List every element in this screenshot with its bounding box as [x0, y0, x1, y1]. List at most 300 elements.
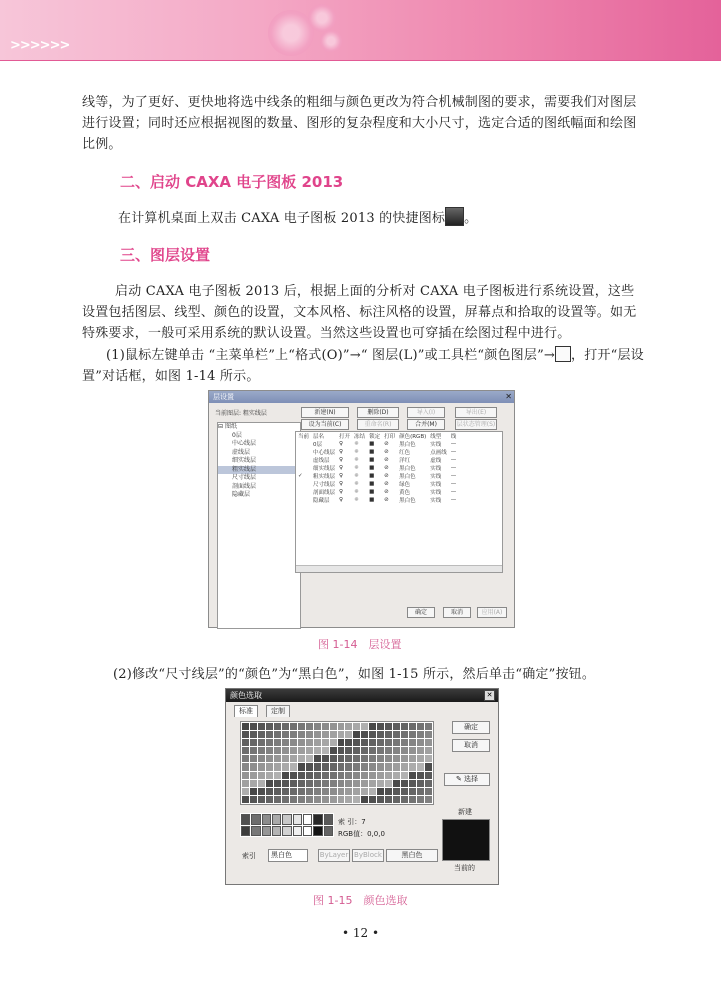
palette-swatch[interactable] — [290, 788, 297, 795]
sun-icon[interactable]: ☼ — [354, 481, 359, 487]
palette-swatch[interactable] — [250, 755, 257, 762]
palette-swatch[interactable] — [409, 788, 416, 795]
palette-swatch[interactable] — [274, 723, 281, 730]
table-row[interactable] — [296, 488, 458, 496]
linetype-cell[interactable]: 实线 — [430, 442, 442, 448]
palette-swatch[interactable] — [385, 723, 392, 730]
tree-item[interactable]: 隐藏层 — [232, 491, 251, 498]
palette-swatch[interactable] — [298, 739, 305, 746]
palette-swatch[interactable] — [314, 723, 321, 730]
palette-swatch[interactable] — [258, 772, 265, 779]
col-header[interactable]: 打印 — [384, 434, 396, 440]
palette-swatch[interactable] — [242, 796, 249, 803]
palette-swatch[interactable] — [242, 723, 249, 730]
palette-swatch[interactable] — [377, 739, 384, 746]
basic-swatch[interactable] — [272, 814, 281, 825]
palette-swatch[interactable] — [322, 780, 329, 787]
palette-swatch[interactable] — [369, 796, 376, 803]
basic-swatch[interactable] — [272, 826, 281, 837]
palette-swatch[interactable] — [250, 747, 257, 754]
palette-swatch[interactable] — [409, 755, 416, 762]
palette-swatch[interactable] — [353, 723, 360, 730]
lock-icon[interactable]: ■ — [369, 497, 375, 503]
table-row[interactable] — [296, 440, 458, 448]
palette-swatch[interactable] — [290, 763, 297, 770]
col-header[interactable]: 打开 — [339, 434, 351, 440]
palette-swatch[interactable] — [361, 755, 368, 762]
palette-swatch[interactable] — [274, 763, 281, 770]
palette-swatch[interactable] — [393, 747, 400, 754]
palette-swatch[interactable] — [353, 747, 360, 754]
palette-swatch[interactable] — [338, 755, 345, 762]
table-row[interactable] — [296, 456, 458, 464]
palette-swatch[interactable] — [393, 796, 400, 803]
tree-item[interactable]: 0层 — [232, 431, 242, 439]
palette-swatch[interactable] — [314, 747, 321, 754]
palette-swatch[interactable] — [345, 731, 352, 738]
palette-swatch[interactable] — [314, 796, 321, 803]
palette-swatch[interactable] — [361, 723, 368, 730]
palette-swatch[interactable] — [425, 780, 432, 787]
palette-swatch[interactable] — [353, 739, 360, 746]
palette-swatch[interactable] — [266, 739, 273, 746]
palette-swatch[interactable] — [250, 780, 257, 787]
palette-swatch[interactable] — [250, 796, 257, 803]
sun-icon[interactable]: ☼ — [354, 457, 359, 463]
palette-swatch[interactable] — [266, 731, 273, 738]
palette-swatch[interactable] — [345, 772, 352, 779]
palette-swatch[interactable] — [353, 788, 360, 795]
sun-icon[interactable]: ☼ — [354, 489, 359, 495]
palette-swatch[interactable] — [409, 796, 416, 803]
palette-swatch[interactable] — [330, 772, 337, 779]
lock-icon[interactable]: ■ — [369, 449, 375, 455]
palette-swatch[interactable] — [338, 772, 345, 779]
printer-icon[interactable]: ⊘ — [384, 489, 389, 495]
col-header[interactable]: 冻结 — [354, 434, 366, 440]
horizontal-scrollbar[interactable] — [296, 565, 502, 572]
palette-swatch[interactable] — [242, 788, 249, 795]
palette-swatch[interactable] — [330, 796, 337, 803]
palette-swatch[interactable] — [338, 731, 345, 738]
linetype-cell[interactable]: 实线 — [430, 482, 442, 488]
cancel-button[interactable]: 取消 — [452, 739, 490, 752]
palette-swatch[interactable] — [377, 755, 384, 762]
palette-swatch[interactable] — [258, 747, 265, 754]
lock-icon[interactable]: ■ — [369, 457, 375, 463]
col-header[interactable]: 线 — [450, 434, 457, 440]
ok-button[interactable]: 确定 — [452, 721, 490, 734]
palette-swatch[interactable] — [314, 780, 321, 787]
palette-swatch[interactable] — [345, 796, 352, 803]
palette-swatch[interactable] — [345, 788, 352, 795]
palette-swatch[interactable] — [377, 723, 384, 730]
palette-swatch[interactable] — [274, 780, 281, 787]
palette-swatch[interactable] — [417, 723, 424, 730]
rename-button[interactable]: 重命名(R) — [357, 419, 399, 430]
palette-swatch[interactable] — [290, 747, 297, 754]
palette-swatch[interactable] — [409, 739, 416, 746]
layer-state-button[interactable]: 层状态管理(S) — [456, 421, 496, 428]
bulb-icon[interactable]: ♀ — [339, 457, 344, 463]
palette-swatch[interactable] — [361, 788, 368, 795]
palette-swatch[interactable] — [401, 755, 408, 762]
palette-swatch[interactable] — [242, 739, 249, 746]
palette-swatch[interactable] — [298, 723, 305, 730]
palette-swatch[interactable] — [242, 755, 249, 762]
palette-swatch[interactable] — [353, 755, 360, 762]
col-header[interactable]: 颜色(RGB) — [399, 434, 427, 440]
palette-swatch[interactable] — [306, 788, 313, 795]
basic-swatch[interactable] — [251, 826, 260, 837]
palette-swatch[interactable] — [266, 780, 273, 787]
palette-swatch[interactable] — [242, 731, 249, 738]
palette-swatch[interactable] — [361, 731, 368, 738]
palette-swatch[interactable] — [409, 747, 416, 754]
palette-swatch[interactable] — [369, 788, 376, 795]
palette-swatch[interactable] — [417, 788, 424, 795]
col-header[interactable]: 当前 — [298, 434, 310, 440]
palette-swatch[interactable] — [425, 731, 432, 738]
lineweight-cell[interactable]: — — [450, 441, 457, 447]
set-current-button[interactable]: 设为当前(C) — [301, 419, 349, 430]
lineweight-cell[interactable]: — — [450, 489, 457, 495]
lineweight-cell[interactable]: — — [450, 473, 457, 479]
basic-swatch[interactable] — [324, 826, 333, 837]
basic-swatch[interactable] — [262, 826, 271, 837]
palette-swatch[interactable] — [314, 755, 321, 762]
palette-swatch[interactable] — [417, 755, 424, 762]
lineweight-cell[interactable]: — — [450, 465, 457, 471]
palette-swatch[interactable] — [282, 788, 289, 795]
basic-swatch[interactable] — [241, 826, 250, 837]
palette-swatch[interactable] — [361, 747, 368, 754]
linetype-cell[interactable]: 点画线 — [430, 450, 447, 456]
palette-swatch[interactable] — [338, 723, 345, 730]
bulb-icon[interactable]: ♀ — [339, 441, 344, 447]
palette-swatch[interactable] — [338, 788, 345, 795]
palette-swatch[interactable] — [258, 755, 265, 762]
palette-swatch[interactable] — [401, 763, 408, 770]
bulb-icon[interactable]: ♀ — [339, 497, 344, 503]
tree-item[interactable]: 虚线层 — [232, 448, 251, 456]
palette-swatch[interactable] — [401, 747, 408, 754]
palette-swatch[interactable] — [298, 747, 305, 754]
sun-icon[interactable]: ☼ — [354, 497, 359, 503]
palette-swatch[interactable] — [345, 755, 352, 762]
palette-swatch[interactable] — [242, 780, 249, 787]
palette-swatch[interactable] — [258, 796, 265, 803]
bulb-icon[interactable]: ♀ — [339, 465, 344, 471]
palette-swatch[interactable] — [258, 723, 265, 730]
palette-swatch[interactable] — [385, 788, 392, 795]
palette-swatch[interactable] — [250, 763, 257, 770]
palette-swatch[interactable] — [330, 723, 337, 730]
palette-swatch[interactable] — [242, 772, 249, 779]
palette-swatch[interactable] — [401, 739, 408, 746]
palette-swatch[interactable] — [322, 796, 329, 803]
palette-swatch[interactable] — [306, 739, 313, 746]
palette-swatch[interactable] — [385, 796, 392, 803]
palette-swatch[interactable] — [353, 772, 360, 779]
palette-swatch[interactable] — [322, 763, 329, 770]
palette-swatch[interactable] — [298, 796, 305, 803]
basic-swatch[interactable] — [282, 826, 291, 837]
lineweight-cell[interactable]: — — [450, 449, 457, 455]
palette-swatch[interactable] — [345, 739, 352, 746]
palette-swatch[interactable] — [266, 772, 273, 779]
palette-swatch[interactable] — [242, 747, 249, 754]
palette-swatch[interactable] — [385, 763, 392, 770]
palette-swatch[interactable] — [409, 780, 416, 787]
palette-swatch[interactable] — [385, 731, 392, 738]
palette-swatch[interactable] — [282, 747, 289, 754]
palette-swatch[interactable] — [282, 772, 289, 779]
palette-swatch[interactable] — [306, 772, 313, 779]
palette-swatch[interactable] — [409, 772, 416, 779]
tree-root[interactable]: ⊟ 图纸 — [218, 423, 237, 430]
palette-swatch[interactable] — [298, 780, 305, 787]
palette-swatch[interactable] — [369, 763, 376, 770]
palette-swatch[interactable] — [401, 796, 408, 803]
palette-swatch[interactable] — [322, 747, 329, 754]
palette-swatch[interactable] — [425, 796, 432, 803]
palette-swatch[interactable] — [425, 723, 432, 730]
linetype-cell[interactable]: 实线 — [430, 474, 442, 480]
palette-swatch[interactable] — [345, 723, 352, 730]
palette-swatch[interactable] — [361, 796, 368, 803]
palette-swatch[interactable] — [290, 739, 297, 746]
palette-swatch[interactable] — [425, 739, 432, 746]
palette-swatch[interactable] — [417, 796, 424, 803]
printer-icon[interactable]: ⊘ — [384, 465, 389, 471]
palette-swatch[interactable] — [417, 772, 424, 779]
palette-swatch[interactable] — [274, 731, 281, 738]
palette-swatch[interactable] — [330, 731, 337, 738]
palette-swatch[interactable] — [417, 731, 424, 738]
tab-standard[interactable]: 标准 — [234, 705, 258, 717]
palette-swatch[interactable] — [425, 763, 432, 770]
palette-swatch[interactable] — [274, 747, 281, 754]
palette-swatch[interactable] — [417, 780, 424, 787]
printer-icon[interactable]: ⊘ — [384, 441, 389, 447]
palette-swatch[interactable] — [369, 772, 376, 779]
palette-swatch[interactable] — [250, 739, 257, 746]
cancel-button[interactable]: 取消 — [443, 607, 471, 618]
palette-swatch[interactable] — [330, 739, 337, 746]
palette-swatch[interactable] — [250, 723, 257, 730]
palette-swatch[interactable] — [266, 788, 273, 795]
palette-swatch[interactable] — [377, 780, 384, 787]
printer-icon[interactable]: ⊘ — [384, 449, 389, 455]
basic-swatch[interactable] — [303, 826, 312, 837]
palette-swatch[interactable] — [258, 788, 265, 795]
palette-swatch[interactable] — [369, 755, 376, 762]
basic-swatch[interactable] — [324, 814, 333, 825]
palette-swatch[interactable] — [401, 780, 408, 787]
palette-swatch[interactable] — [361, 772, 368, 779]
lock-icon[interactable]: ■ — [369, 465, 375, 471]
palette-swatch[interactable] — [250, 788, 257, 795]
basic-swatch[interactable] — [293, 826, 302, 837]
palette-swatch[interactable] — [282, 739, 289, 746]
lock-icon[interactable]: ■ — [369, 481, 375, 487]
color-cell[interactable]: 红色 — [399, 450, 411, 456]
palette-swatch[interactable] — [274, 796, 281, 803]
basic-swatch[interactable] — [313, 826, 322, 837]
palette-swatch[interactable] — [353, 780, 360, 787]
palette-swatch[interactable] — [393, 788, 400, 795]
palette-swatch[interactable] — [274, 788, 281, 795]
color-palette[interactable] — [240, 721, 434, 805]
palette-swatch[interactable] — [306, 763, 313, 770]
palette-swatch[interactable] — [266, 763, 273, 770]
palette-swatch[interactable] — [306, 780, 313, 787]
palette-swatch[interactable] — [377, 731, 384, 738]
palette-swatch[interactable] — [401, 731, 408, 738]
palette-swatch[interactable] — [385, 772, 392, 779]
palette-swatch[interactable] — [425, 755, 432, 762]
palette-swatch[interactable] — [282, 731, 289, 738]
palette-swatch[interactable] — [314, 772, 321, 779]
lock-icon[interactable]: ■ — [369, 441, 375, 447]
palette-swatch[interactable] — [274, 739, 281, 746]
palette-swatch[interactable] — [290, 731, 297, 738]
printer-icon[interactable]: ⊘ — [384, 481, 389, 487]
tree-item[interactable]: 中心线层 — [232, 440, 257, 447]
tree-item-selected[interactable]: 粗实线层 — [218, 466, 300, 475]
palette-swatch[interactable] — [345, 747, 352, 754]
basic-color-swatches[interactable] — [240, 813, 334, 837]
blackwhite-button[interactable]: 黑白色 — [386, 849, 438, 862]
table-row[interactable] — [296, 480, 458, 488]
sun-icon[interactable]: ☼ — [354, 473, 359, 479]
palette-swatch[interactable] — [282, 763, 289, 770]
palette-swatch[interactable] — [393, 723, 400, 730]
export-button[interactable]: 导出(E) — [455, 407, 497, 418]
palette-swatch[interactable] — [298, 788, 305, 795]
palette-swatch[interactable] — [330, 763, 337, 770]
palette-swatch[interactable] — [322, 723, 329, 730]
bulb-icon[interactable]: ♀ — [339, 489, 344, 495]
table-row[interactable] — [296, 472, 458, 480]
linetype-cell[interactable]: 实线 — [430, 498, 442, 504]
palette-swatch[interactable] — [425, 747, 432, 754]
palette-swatch[interactable] — [353, 731, 360, 738]
palette-swatch[interactable] — [330, 788, 337, 795]
palette-swatch[interactable] — [290, 796, 297, 803]
sun-icon[interactable]: ☼ — [354, 449, 359, 455]
palette-swatch[interactable] — [306, 723, 313, 730]
pick-color-button[interactable] — [444, 773, 490, 786]
palette-swatch[interactable] — [242, 763, 249, 770]
color-cell[interactable]: 洋红 — [399, 458, 411, 464]
palette-swatch[interactable] — [290, 772, 297, 779]
table-row[interactable] — [296, 496, 458, 504]
table-row[interactable] — [296, 464, 458, 472]
palette-swatch[interactable] — [385, 747, 392, 754]
tree-item[interactable]: 尺寸线层 — [232, 474, 257, 481]
palette-swatch[interactable] — [393, 772, 400, 779]
printer-icon[interactable]: ⊘ — [384, 457, 389, 463]
palette-swatch[interactable] — [409, 763, 416, 770]
palette-swatch[interactable] — [306, 755, 313, 762]
close-icon[interactable]: ✕ — [484, 690, 495, 701]
ok-button[interactable]: 确定 — [407, 607, 435, 618]
palette-swatch[interactable] — [322, 755, 329, 762]
palette-swatch[interactable] — [266, 747, 273, 754]
palette-swatch[interactable] — [385, 780, 392, 787]
palette-swatch[interactable] — [338, 763, 345, 770]
palette-swatch[interactable] — [338, 780, 345, 787]
palette-swatch[interactable] — [322, 739, 329, 746]
lineweight-cell[interactable]: — — [450, 481, 457, 487]
linetype-cell[interactable]: 虚线 — [430, 458, 442, 464]
palette-swatch[interactable] — [258, 763, 265, 770]
palette-swatch[interactable] — [338, 796, 345, 803]
palette-swatch[interactable] — [338, 739, 345, 746]
palette-swatch[interactable] — [298, 731, 305, 738]
basic-swatch[interactable] — [282, 814, 291, 825]
printer-icon[interactable]: ⊘ — [384, 473, 389, 479]
palette-swatch[interactable] — [393, 780, 400, 787]
palette-swatch[interactable] — [282, 723, 289, 730]
palette-swatch[interactable] — [306, 796, 313, 803]
basic-swatch[interactable] — [251, 814, 260, 825]
palette-swatch[interactable] — [306, 747, 313, 754]
palette-swatch[interactable] — [353, 763, 360, 770]
sun-icon[interactable]: ☼ — [354, 465, 359, 471]
palette-swatch[interactable] — [417, 739, 424, 746]
import-button[interactable]: 导入(I) — [407, 407, 445, 418]
palette-swatch[interactable] — [377, 747, 384, 754]
palette-swatch[interactable] — [322, 731, 329, 738]
palette-swatch[interactable] — [385, 755, 392, 762]
palette-swatch[interactable] — [314, 763, 321, 770]
palette-swatch[interactable] — [258, 731, 265, 738]
linetype-cell[interactable]: 实线 — [430, 466, 442, 472]
palette-swatch[interactable] — [377, 763, 384, 770]
palette-swatch[interactable] — [425, 788, 432, 795]
palette-swatch[interactable] — [409, 723, 416, 730]
palette-swatch[interactable] — [361, 739, 368, 746]
layer-tree[interactable] — [217, 422, 301, 629]
palette-swatch[interactable] — [330, 755, 337, 762]
palette-swatch[interactable] — [330, 780, 337, 787]
merge-button[interactable]: 合并(M) — [407, 419, 445, 430]
palette-swatch[interactable] — [282, 780, 289, 787]
bulb-icon[interactable]: ♀ — [339, 449, 344, 455]
palette-swatch[interactable] — [266, 755, 273, 762]
palette-swatch[interactable] — [274, 772, 281, 779]
palette-swatch[interactable] — [377, 788, 384, 795]
palette-swatch[interactable] — [409, 731, 416, 738]
col-header[interactable]: 锁定 — [369, 434, 381, 440]
color-cell[interactable]: 黑白色 — [399, 442, 416, 448]
palette-swatch[interactable] — [345, 763, 352, 770]
tab-custom[interactable]: 定制 — [266, 705, 290, 717]
palette-swatch[interactable] — [361, 763, 368, 770]
delete-layer-button[interactable]: 删除(D) — [357, 407, 399, 418]
color-cell[interactable]: 黑白色 — [399, 474, 416, 480]
palette-swatch[interactable] — [393, 755, 400, 762]
lock-icon[interactable]: ■ — [369, 473, 375, 479]
col-header[interactable]: 层名 — [313, 434, 325, 440]
printer-icon[interactable]: ⊘ — [384, 497, 389, 503]
palette-swatch[interactable] — [266, 796, 273, 803]
basic-swatch[interactable] — [303, 814, 312, 825]
palette-swatch[interactable] — [282, 796, 289, 803]
